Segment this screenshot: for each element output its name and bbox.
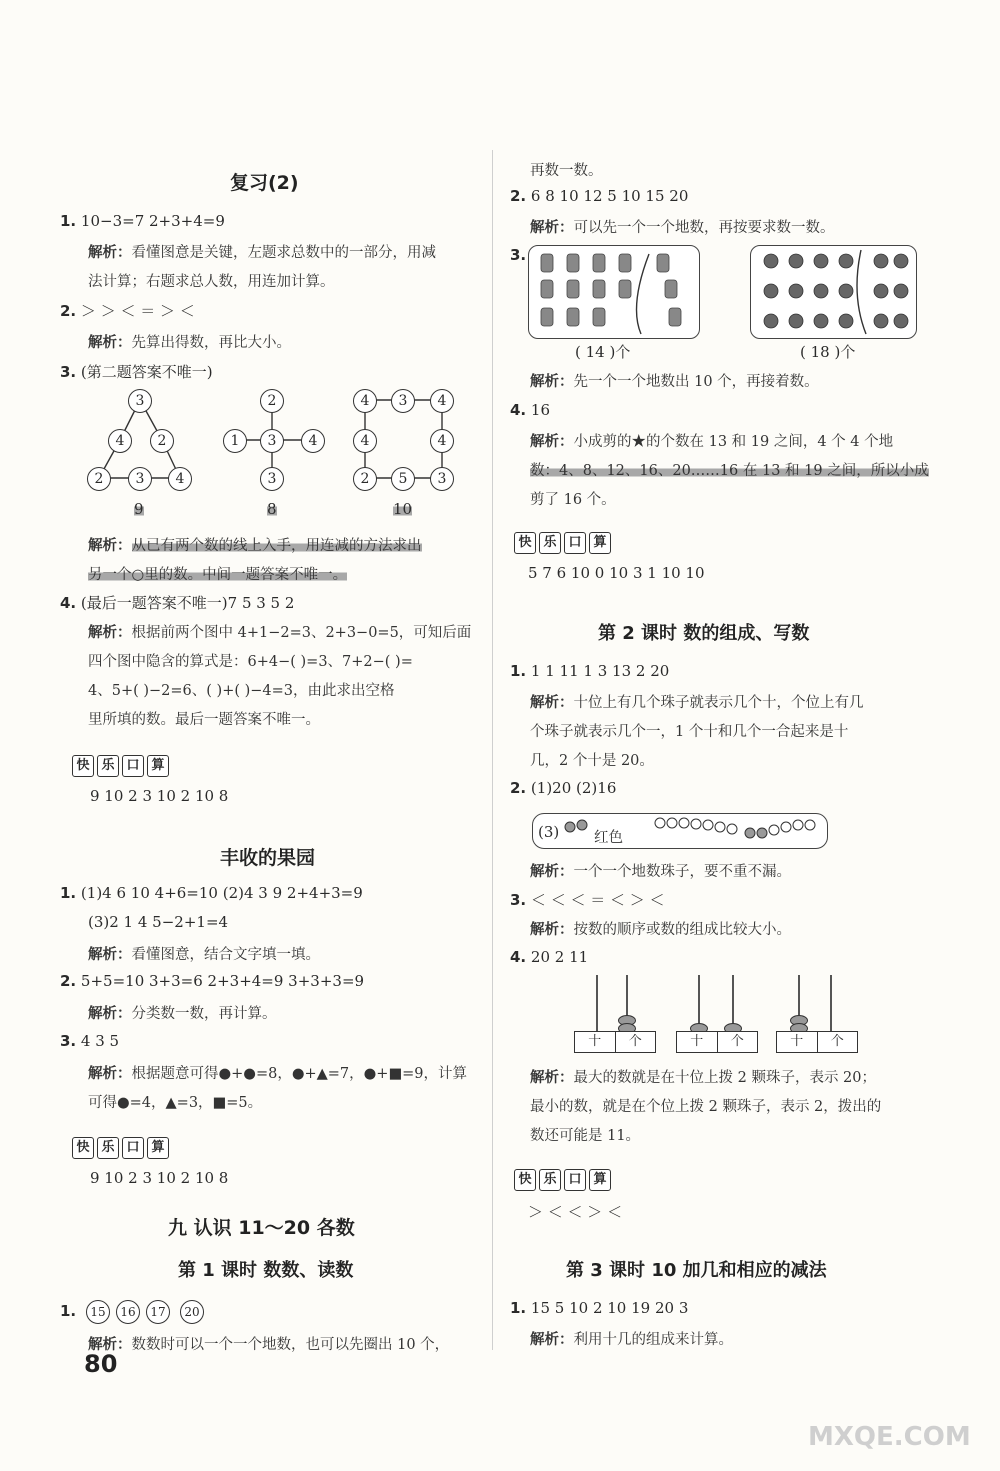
note-3-cont: 另一个○里的数。中间一题答案不唯一。	[88, 567, 348, 583]
s2-note-3-cont: 可得●=4，▲=3，■=5。	[88, 1095, 263, 1111]
circled-number: 16	[116, 1300, 140, 1324]
cross-circle-top: 2	[260, 389, 284, 413]
r-s2-question-3: 3. ＜ ＜ ＜ ＝ ＜ ＞ ＜	[510, 891, 665, 909]
r-s2-note-4: 解析：最大的数就是在十位上拨 2 颗珠子，表示 20；	[530, 1070, 877, 1086]
abacus-rod	[830, 975, 832, 1031]
badge-char: 算	[589, 1169, 611, 1191]
hex-circle-5: 4	[430, 429, 454, 453]
tri-circle-top: 3	[128, 389, 152, 413]
abacus-base	[574, 1031, 656, 1053]
hex-circle-3: 4	[430, 389, 454, 413]
column-divider	[492, 150, 493, 1350]
lesson-3-title: 第 3 课时 10 加几和相应的减法	[566, 1260, 827, 1281]
abacus-label-tens: 十	[777, 1032, 818, 1052]
r-quick-calc-badge-1	[514, 532, 611, 554]
r-question-2: 2. 6 8 10 12 5 10 15 20	[510, 187, 689, 205]
question-3: 3. (第二题答案不唯一)	[60, 363, 213, 381]
r-note-3: 解析：先一个一个地数出 10 个，再接着数。	[530, 374, 819, 390]
chapter-title: 九 认识 11～20 各数	[168, 1217, 355, 1239]
s2-question-1-cont: (3)2 1 4 5−2+1=4	[88, 913, 229, 931]
badge-char: 算	[147, 1137, 169, 1159]
cross-circle-bottom: 3	[260, 467, 284, 491]
abacus-base	[676, 1031, 758, 1053]
badge-char: 乐	[97, 1137, 119, 1159]
badge-char: 乐	[539, 1169, 561, 1191]
r-note-2: 解析：可以先一个一个地数，再按要求数一数。	[530, 220, 835, 236]
note-2: 解析：先算出得数，再比大小。	[88, 335, 291, 351]
picture-box-1	[528, 245, 700, 339]
s3-note-1: 解析：数数时可以一个一个地数，也可以先圈出 10 个，	[88, 1337, 450, 1353]
lesson-2-title: 第 2 课时 数的组成、写数	[598, 623, 810, 644]
r-s2-note-1: 解析：十位上有几个珠子就表示几个十，个位上有几	[530, 695, 864, 711]
r-s2-question-4: 4. 20 2 11	[510, 948, 589, 966]
quick-calc-answers-1: 9 10 2 3 10 2 10 8	[90, 787, 229, 805]
section-title-review-2: 复习(2)	[230, 172, 299, 194]
counting-figures	[529, 246, 699, 338]
circled-number: 20	[180, 1300, 204, 1324]
tri-circle-br: 4	[168, 467, 192, 491]
note-1: 解析：看懂图意是关键，左题求总数中的一部分，用减	[88, 245, 436, 261]
badge-char: 快	[514, 532, 536, 554]
note-3: 解析：从已有两个数的线上入手，用连减的方法求出	[88, 538, 422, 554]
badge-char: 快	[72, 755, 94, 777]
abacus-label-tens: 十	[677, 1032, 718, 1052]
r-question-4: 4. 16	[510, 401, 551, 419]
counting-hearts	[751, 246, 916, 338]
badge-char: 快	[514, 1169, 536, 1191]
r-s2-note-2: 解析：一个一个地数珠子，要不重不漏。	[530, 864, 791, 880]
abacus-label-ones: 个	[718, 1032, 758, 1052]
picture-box-2	[750, 245, 917, 339]
tri-circle-left: 4	[108, 429, 132, 453]
hex-circle-7: 5	[391, 467, 415, 491]
sum-2: 8	[267, 500, 277, 518]
note-4-c: 4、5+( )−2=6、( )+( )−4=3，由此求出空格	[88, 683, 395, 699]
cross-circle-right: 4	[301, 429, 325, 453]
s2-note-2: 解析：分类数一数，再计算。	[88, 1006, 277, 1022]
badge-char: 乐	[539, 532, 561, 554]
r-question-3: 3.	[510, 246, 527, 264]
r-quick-calc-badge-2	[514, 1169, 611, 1191]
r-s2-question-1: 1. 1 1 11 1 3 13 2 20	[510, 662, 670, 680]
tri-circle-bm: 3	[128, 467, 152, 491]
s2-note-3: 解析：根据题意可得●+●=8，●+▲=7，●+■=9，计算	[88, 1066, 468, 1082]
r-s2-note-1-c: 几，2 个十是 20。	[530, 753, 654, 769]
r-s2-note-1-b: 个珠子就表示几个一，1 个十和几个一合起来是十	[530, 724, 849, 740]
quick-calc-badge-1	[72, 755, 169, 777]
s2-question-2: 2. 5+5=10 3+3=6 2+3+4=9 3+3+3=9	[60, 972, 365, 990]
r-quick-calc-answers-2: ＞ ＜ ＜ ＞ ＜	[528, 1203, 623, 1221]
r-s3-note-1: 解析：利用十几的组成来计算。	[530, 1332, 733, 1348]
r-s2-question-2: 2. (1)20 (2)16	[510, 779, 617, 797]
circled-number: 17	[146, 1300, 170, 1324]
hex-circle-4: 4	[353, 429, 377, 453]
s2-question-1: 1. (1)4 6 10 4+6=10 (2)4 3 9 2+4+3=9	[60, 884, 363, 902]
question-4: 4. (最后一题答案不唯一)7 5 3 5 2	[60, 594, 295, 612]
note-1-cont: 法计算；右题求总人数，用连加计算。	[88, 274, 335, 290]
abacus-base	[776, 1031, 858, 1053]
circled-number: 15	[86, 1300, 110, 1324]
r-note-4: 解析：小成剪的★的个数在 13 和 19 之间，4 个 4 个地	[530, 434, 894, 450]
tri-circle-bl: 2	[87, 467, 111, 491]
s3-question-1: 1.	[60, 1302, 77, 1320]
cross-circle-left: 1	[223, 429, 247, 453]
section-title-orchard: 丰收的果园	[220, 847, 316, 869]
quick-calc-badge-2	[72, 1137, 169, 1159]
sum-3: 10	[393, 500, 413, 518]
sub-label-3: (3)	[538, 823, 560, 841]
answer-count-2: ( 18 )个	[800, 343, 856, 361]
r-s2-note-4-b: 最小的数，就是在个位上拨 2 颗珠子，表示 2，拨出的	[530, 1099, 882, 1115]
r-s3-question-1: 1. 15 5 10 2 10 19 20 3	[510, 1299, 689, 1317]
quick-calc-answers-2: 9 10 2 3 10 2 10 8	[90, 1169, 229, 1187]
note-4-d: 里所填的数。最后一题答案不唯一。	[88, 712, 320, 728]
lesson-1-title: 第 1 课时 数数、读数	[178, 1260, 354, 1281]
r-quick-calc-answers-1: 5 7 6 10 0 10 3 1 10 10	[528, 564, 705, 582]
badge-char: 口	[122, 755, 144, 777]
s2-note-1: 解析：看懂图意，结合文字填一填。	[88, 947, 320, 963]
badge-char: 乐	[97, 755, 119, 777]
note-4: 解析：根据前两个图中 4+1−2=3、2+3−0=5，可知后面	[88, 625, 472, 641]
r-note-4-b: 数：4、8、12、16、20……16 在 13 和 19 之间，所以小成	[530, 463, 929, 479]
red-label: 红色	[594, 830, 623, 846]
question-1: 1. 10−3=7 2+3+4=9	[60, 212, 225, 230]
s2-question-3: 3. 4 3 5	[60, 1032, 120, 1050]
note-4-b: 四个图中隐含的算式是：6+4−( )=3、7+2−( )=	[88, 654, 413, 670]
hex-circle-8: 3	[430, 467, 454, 491]
watermark-text: MXQE.COM	[808, 1422, 971, 1452]
answer-count-1: ( 14 )个	[575, 343, 631, 361]
tri-circle-right: 2	[150, 429, 174, 453]
hex-circle-1: 4	[353, 389, 377, 413]
badge-char: 口	[122, 1137, 144, 1159]
continuation-text: 再数一数。	[530, 163, 603, 179]
badge-char: 快	[72, 1137, 94, 1159]
badge-char: 口	[564, 1169, 586, 1191]
abacus-label-tens: 十	[575, 1032, 616, 1052]
abacus-label-ones: 个	[818, 1032, 858, 1052]
badge-char: 算	[589, 532, 611, 554]
badge-char: 口	[564, 532, 586, 554]
hex-circle-2: 3	[391, 389, 415, 413]
badge-char: 算	[147, 755, 169, 777]
abacus-rod	[596, 975, 598, 1031]
page-number: 80	[84, 1350, 118, 1378]
r-s2-note-3: 解析：按数的顺序或数的组成比较大小。	[530, 922, 791, 938]
question-2: 2. ＞ ＞ ＜ ＝ ＞ ＜	[60, 302, 195, 320]
r-s2-note-4-c: 数还可能是 11。	[530, 1128, 641, 1144]
hex-circle-6: 2	[353, 467, 377, 491]
cross-circle-center: 3	[260, 429, 284, 453]
abacus-label-ones: 个	[616, 1032, 656, 1052]
r-note-4-c: 剪了 16 个。	[530, 492, 616, 508]
sum-1: 9	[134, 500, 144, 518]
